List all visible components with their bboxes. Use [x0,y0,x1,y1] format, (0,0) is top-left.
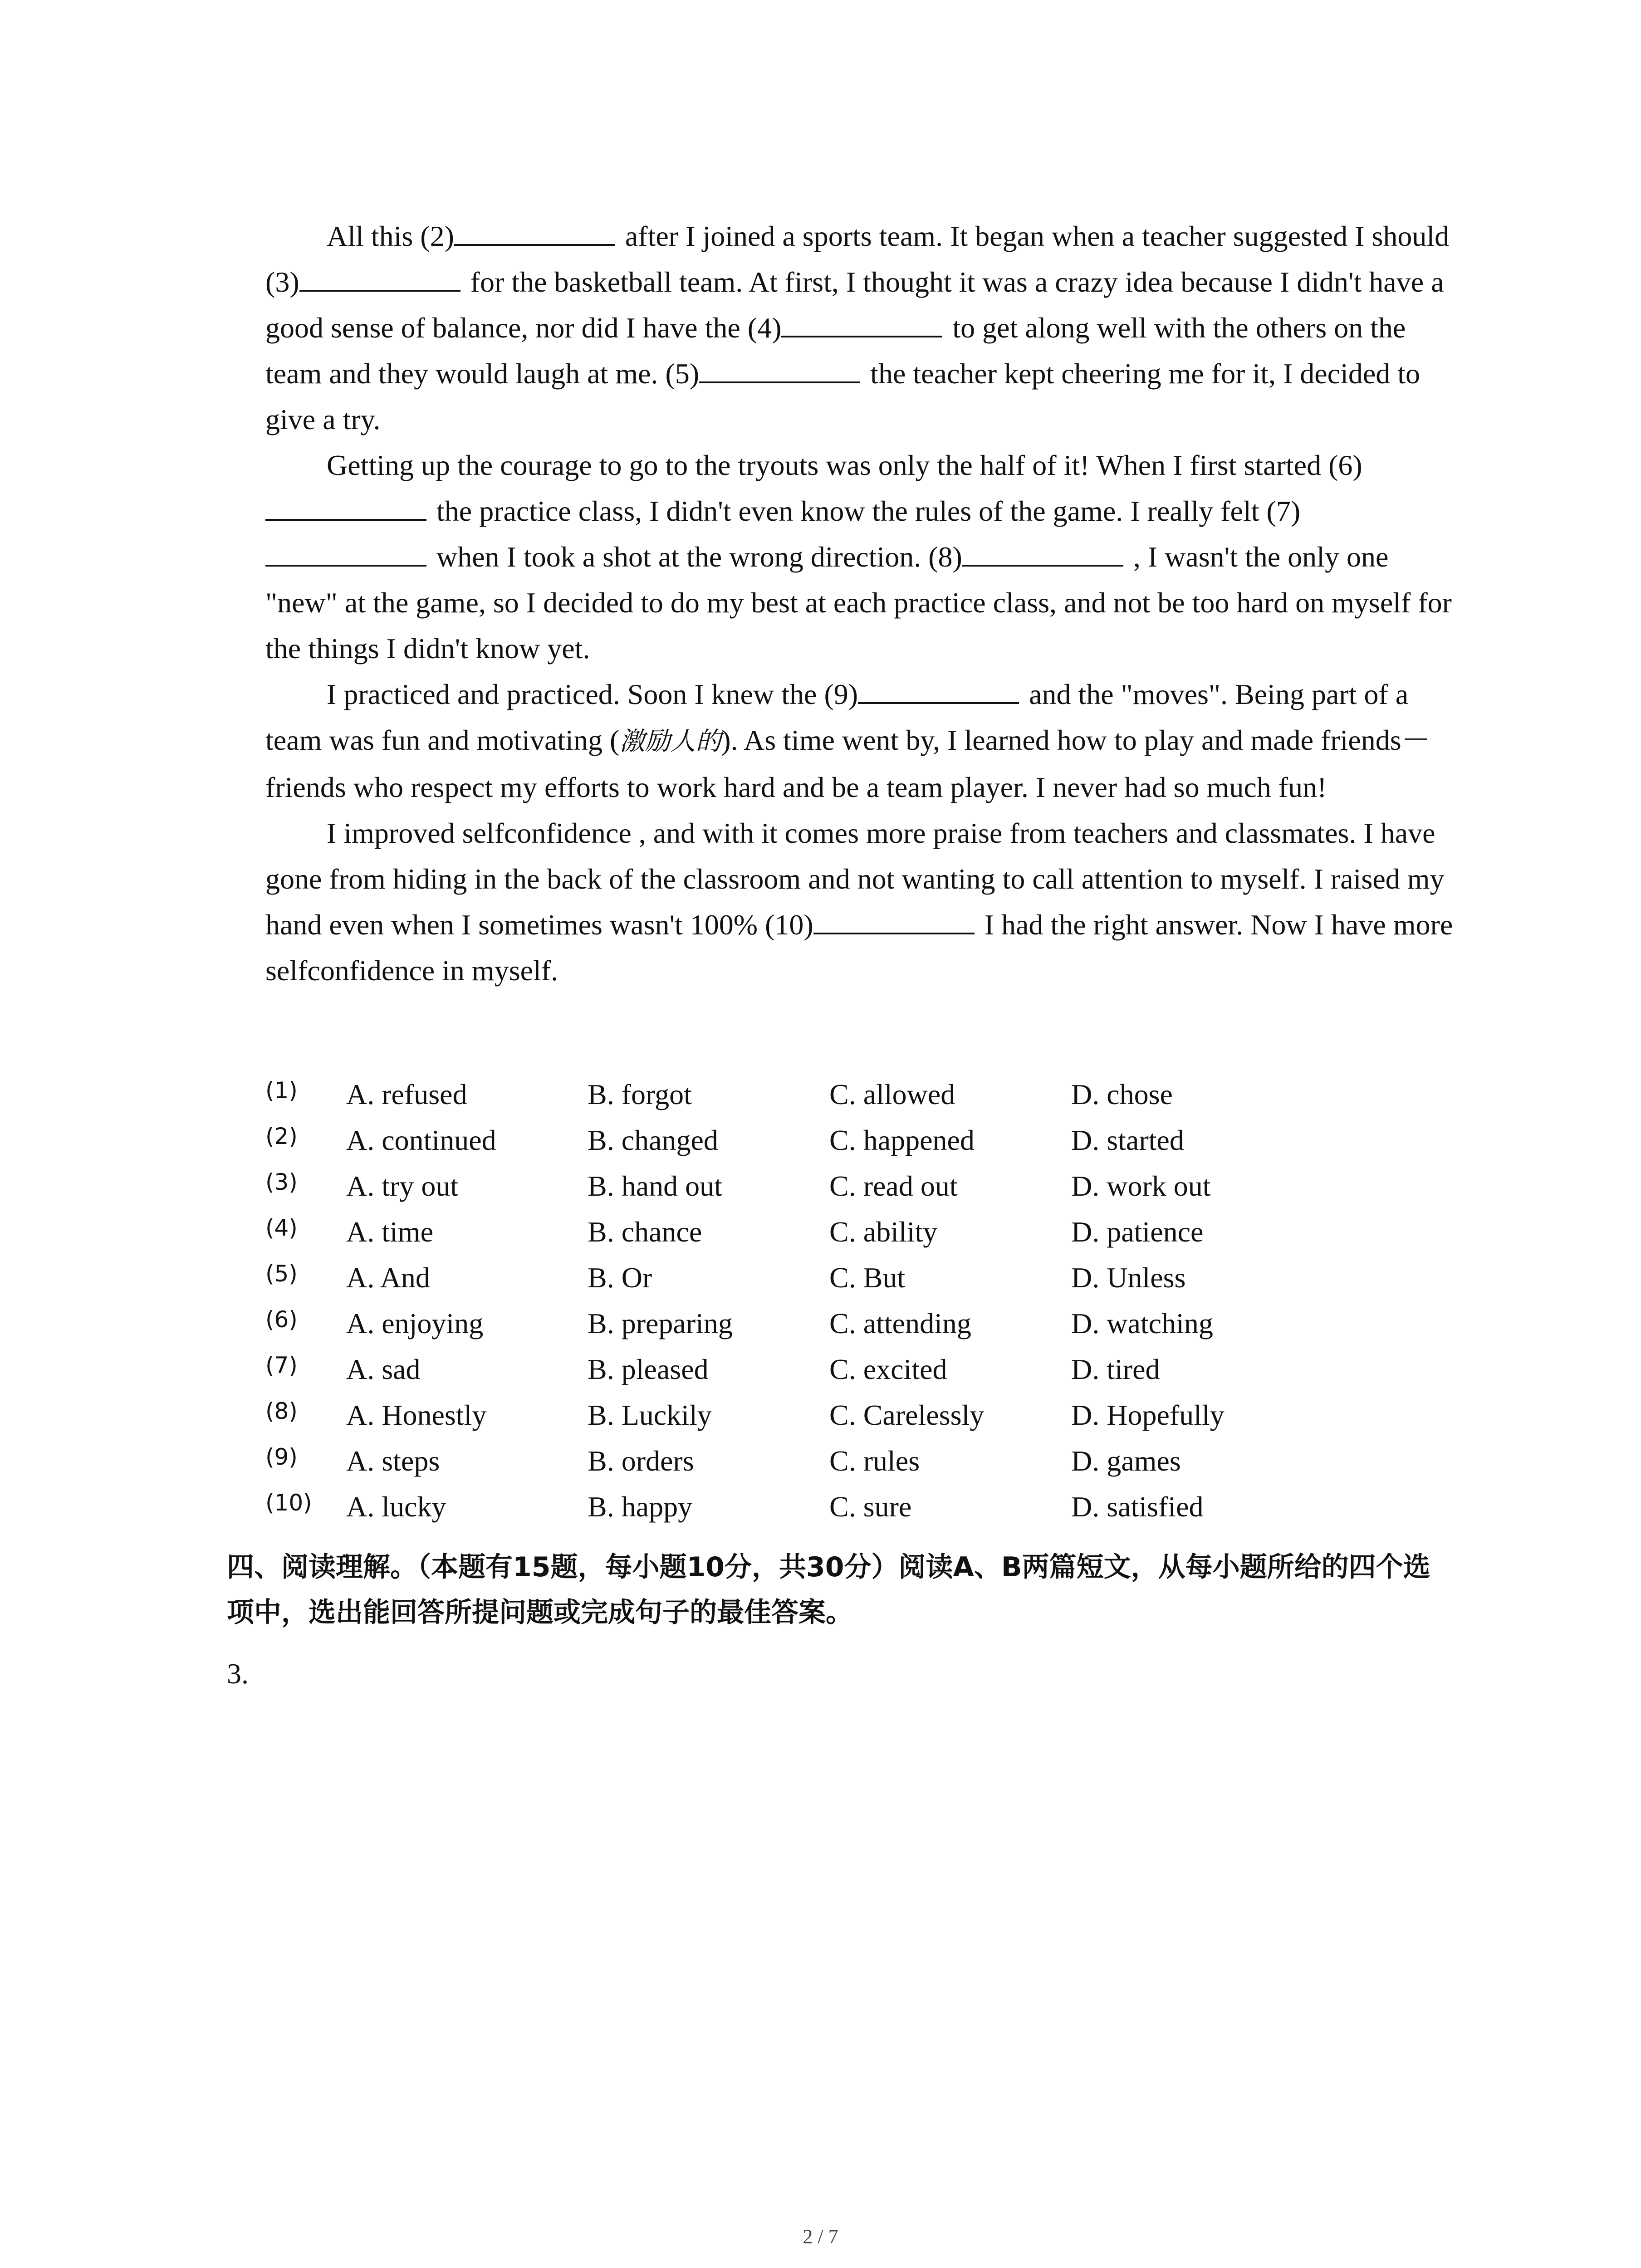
option-c[interactable]: C. rules [829,1445,920,1477]
paragraph-1: All this (2) after I joined a sports team. It began when a teacher suggested I should (3) for the basketball team. At first, I thought it was a crazy idea because I didn't have a good sense of balance, nor did I have the (4) to get along well with the others on the team and they would laugh at me. (5) the teacher kept cheering me for it, I decided to give a try. [265,213,1454,442]
option-row [265,1392,1454,1438]
option-c[interactable]: C. attending [829,1307,971,1339]
option-d[interactable]: D. tired [1071,1353,1160,1385]
paragraph-4: I improved selfconfidence , and with it comes more praise from teachers and classmates. I have gone from hiding in the back of the classroom and not wanting to call attention to myself. I raised my hand even when I sometimes wasn't 100% (10) I had the right answer. Now I have more selfconfidence in myself. [265,817,1453,987]
blank-8[interactable] [962,538,1123,567]
option-c[interactable]: C. allowed [829,1078,955,1110]
option-c[interactable]: C. happened [829,1124,975,1156]
option-a[interactable]: A. lucky [346,1491,446,1523]
option-a[interactable]: A. sad [346,1353,421,1385]
option-row [265,1071,1454,1117]
options-list [265,1071,1454,1530]
cloze-passage [265,213,1454,993]
option-a[interactable]: A. try out [346,1170,459,1202]
question-number: (1) [265,1077,298,1104]
option-c[interactable]: C. Carelessly [829,1399,985,1431]
option-a[interactable]: A. enjoying [346,1307,484,1339]
section-heading: 四、阅读理解。（本题有15题，每小题10分，共30分）阅读A、B两篇短文，从每小题所给的四个选项中，选出能回答所提问题或完成句子的最佳答案。 [227,1551,1430,1628]
option-row [265,1346,1454,1392]
question-number: (7) [265,1352,298,1378]
option-b[interactable]: B. happy [588,1491,693,1523]
option-d[interactable]: D. Unless [1071,1261,1186,1294]
option-row [265,1163,1454,1209]
question-number: (2) [265,1123,298,1149]
option-d[interactable]: D. patience [1071,1216,1204,1248]
option-c[interactable]: C. ability [829,1216,938,1248]
option-b[interactable]: B. hand out [588,1170,722,1202]
option-b[interactable]: B. chance [588,1216,702,1248]
blank-5[interactable] [699,355,860,383]
question-number: (3) [265,1169,298,1195]
option-a[interactable]: A. steps [346,1445,440,1477]
option-b[interactable]: B. Luckily [588,1399,712,1431]
question-number: (9) [265,1444,298,1470]
paragraph-3: I practiced and practiced. Soon I knew the (9) and the "moves". Being part of a team was fun and motivating (激励人的). As time went by, I learned how to play and made friends－friends who respect my efforts to work hard and be a team player. I never had so much fun! [265,671,1454,810]
option-c[interactable]: C. excited [829,1353,947,1385]
blank-2[interactable] [454,218,615,246]
option-row [265,1484,1454,1530]
blank-7[interactable] [265,538,426,567]
blank-6[interactable] [265,493,426,521]
option-b[interactable]: B. orders [588,1445,694,1477]
option-b[interactable]: B. Or [588,1261,652,1294]
question-number-3: 3. [227,1657,249,1690]
question-number: (4) [265,1215,298,1241]
option-a[interactable]: A. Honestly [346,1399,487,1431]
option-d[interactable]: D. satisfied [1071,1491,1204,1523]
option-a[interactable]: A. refused [346,1078,467,1110]
option-d[interactable]: D. games [1071,1445,1181,1477]
option-d[interactable]: D. Hopefully [1071,1399,1225,1431]
question-number: (10) [265,1490,312,1516]
blank-3[interactable] [299,264,460,292]
option-c[interactable]: C. read out [829,1170,958,1202]
option-b[interactable]: B. changed [588,1124,718,1156]
option-b[interactable]: B. pleased [588,1353,709,1385]
option-b[interactable]: B. forgot [588,1078,692,1110]
option-c[interactable]: C. sure [829,1491,912,1523]
chinese-gloss: 激励人的 [619,727,721,756]
option-a[interactable]: A. And [346,1261,430,1294]
option-b[interactable]: B. preparing [588,1307,733,1339]
option-a[interactable]: A. time [346,1216,433,1248]
blank-9[interactable] [858,676,1019,704]
option-d[interactable]: D. chose [1071,1078,1173,1110]
option-row [265,1255,1454,1300]
paragraph-2: Getting up the courage to go to the tryouts was only the half of it! When I first started (6)the practice class, I didn't even know the rules of the game. I really felt (7)when I took a shot at the wrong direction. (8) , I wasn't the only one "new" at the game, so I decided to do my best at each practice class, and not be too hard on myself for the things I didn't know yet. [265,449,1452,665]
option-d[interactable]: D. started [1071,1124,1184,1156]
option-row [265,1438,1454,1484]
option-c[interactable]: C. But [829,1261,906,1294]
question-number: (5) [265,1261,298,1287]
blank-4[interactable] [781,309,942,337]
option-row [265,1209,1454,1255]
option-row [265,1117,1454,1163]
page-number: 2 / 7 [803,2225,838,2248]
question-number: (8) [265,1398,298,1424]
blank-10[interactable] [813,906,975,934]
option-row [265,1300,1454,1346]
option-a[interactable]: A. continued [346,1124,496,1156]
option-d[interactable]: D. work out [1071,1170,1211,1202]
option-d[interactable]: D. watching [1071,1307,1213,1339]
question-number: (6) [265,1306,298,1333]
